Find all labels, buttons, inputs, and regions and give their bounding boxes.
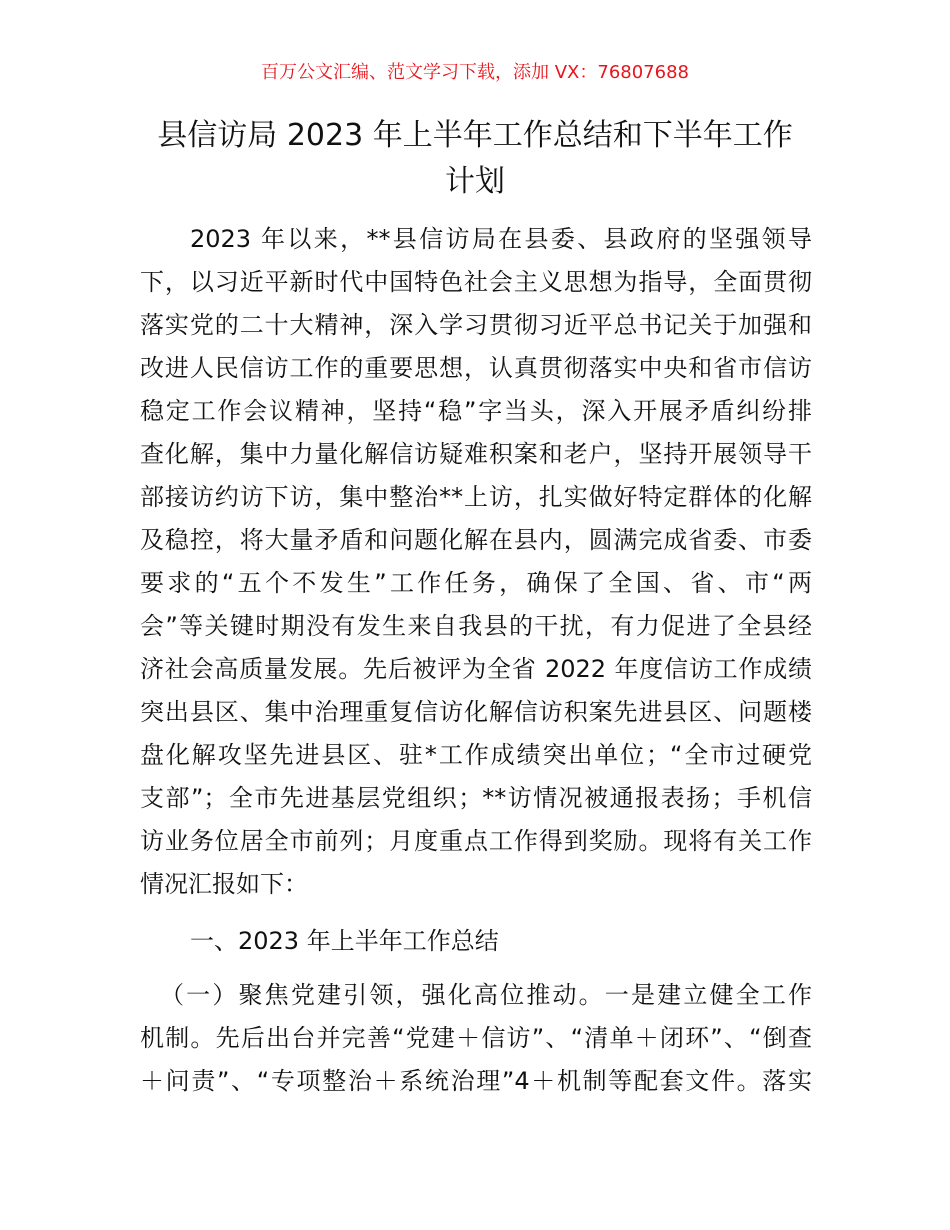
paragraph-line: 突出县区、集中治理重复信访化解信访积案先进县区、问题楼 bbox=[140, 698, 812, 726]
paragraph-line: 落实党的二十大精神，深入学习贯彻习近平总书记关于加强和 bbox=[140, 311, 812, 339]
paragraph-line: 稳定工作会议精神，坚持“稳”字当头，深入开展矛盾纠纷排 bbox=[140, 397, 812, 425]
header-watermark: 百万公文汇编、范文学习下载，添加 VX：76807688 bbox=[261, 62, 689, 83]
paragraph-line: 改进人民信访工作的重要思想，认真贯彻落实中央和省市信访 bbox=[140, 354, 812, 382]
document-title bbox=[130, 113, 820, 205]
paragraph-line: 访业务位居全市前列；月度重点工作得到奖励。现将有关工作 bbox=[140, 827, 812, 855]
title-line: 计划 bbox=[445, 164, 505, 199]
paragraph-line: 2023 年以来，**县信访局在县委、县政府的坚强领导 bbox=[190, 225, 812, 253]
paragraph-line: 情况汇报如下： bbox=[140, 870, 308, 898]
paragraph-line: 济社会高质量发展。先后被评为全省 2022 年度信访工作成绩 bbox=[140, 655, 812, 683]
paragraph-line: （一）聚焦党建引领，强化高位推动。一是建立健全工作 bbox=[160, 981, 812, 1009]
section-heading: 一、2023 年上半年工作总结 bbox=[190, 927, 499, 955]
paragraph-line: 会”等关键时期没有发生来自我县的干扰，有力促进了全县经 bbox=[140, 612, 812, 640]
paragraph-line: 下，以习近平新时代中国特色社会主义思想为指导，全面贯彻 bbox=[140, 268, 812, 296]
paragraph-line: 盘化解攻坚先进县区、驻*工作成绩突出单位；“全市过硬党 bbox=[140, 741, 812, 769]
paragraph-line: 要求的“五个不发生”工作任务，确保了全国、省、市“两 bbox=[140, 569, 812, 597]
paragraph-line: 机制。先后出台并完善“党建＋信访”、“清单＋闭环”、“倒查 bbox=[140, 1024, 812, 1052]
paragraph-line: 支部”；全市先进基层党组织；**访情况被通报表扬；手机信 bbox=[140, 784, 812, 812]
paragraph-line: 及稳控，将大量矛盾和问题化解在县内，圆满完成省委、市委 bbox=[140, 526, 812, 554]
paragraph-line: ＋问责”、“专项整治＋系统治理”4＋机制等配套文件。落实 bbox=[140, 1067, 812, 1095]
paragraph-line: 部接访约访下访，集中整治**上访，扎实做好特定群体的化解 bbox=[140, 483, 812, 511]
paragraph-line: 查化解，集中力量化解信访疑难积案和老户，坚持开展领导干 bbox=[140, 440, 812, 468]
title-line: 县信访局 2023 年上半年工作总结和下半年工作 bbox=[157, 118, 793, 153]
document-body bbox=[140, 218, 812, 1103]
